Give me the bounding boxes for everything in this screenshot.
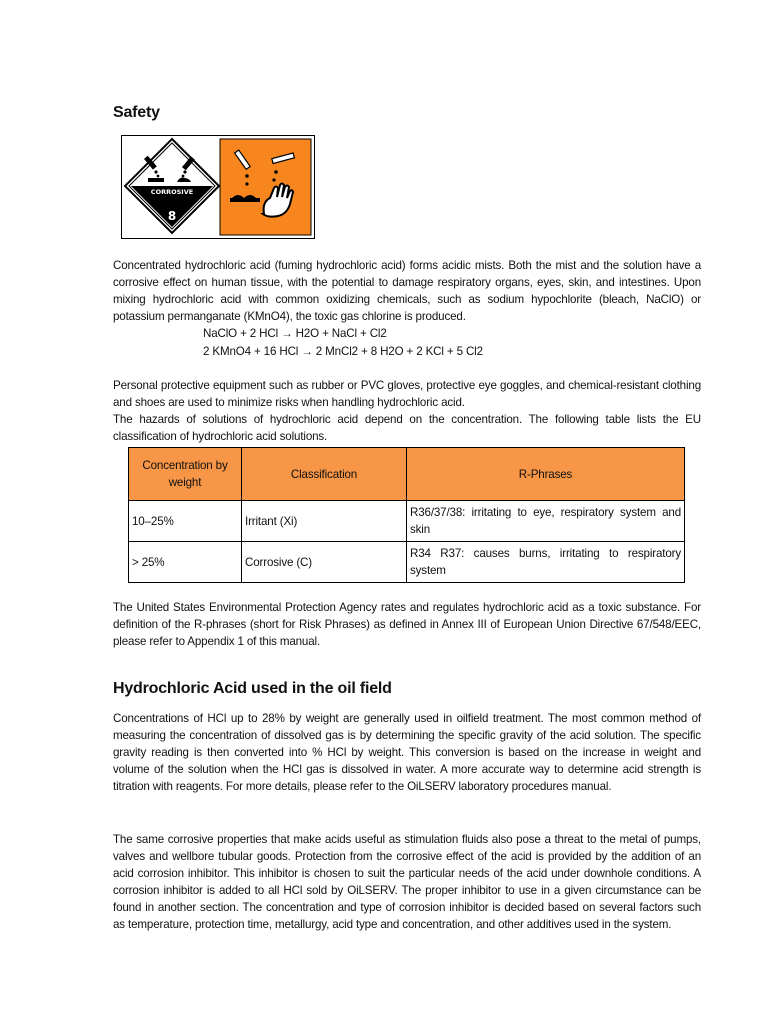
oilfield-heading: Hydrochloric Acid used in the oil field: [113, 680, 392, 697]
safety-heading: Safety: [113, 104, 160, 121]
paragraph-hazards-intro: Concentrated hydrochloric acid (fuming hydrochloric acid) forms acidic mists. Both the mist and the solution have a corrosive effect on human tissue, with the potential to damage respiratory organs, eyes, skin, and intestines. Upon mixing hydrochloric acid with common oxidizing chemicals, such as sodium hypochlorite (bleach, NaClO) or potassium permanganate (KMnO4), the toxic gas chlorine is produced.: [113, 259, 701, 323]
paragraph-epa: The United States Environmental Protection Agency rates and regulates hydrochloric acid as a toxic substance. For definition of the R-phrases (short for Risk Phrases) as defined in Annex III of European Union Directive 67/548/EEC, please refer to Appendix 1 of this manual.: [113, 601, 701, 648]
equation-kmno4: 2 KMnO4 + 16 HCl → 2 MnCl2 + 8 H2O + 2 KCl + 5 Cl2: [203, 345, 483, 358]
paragraph-oilfield-concentration: Concentrations of HCl up to 28% by weight are generally used in oilfield treatment. The most common method of measuring the concentration of dissolved gas is by determining the specific gravity of the acid solution. The specific gravity reading is then converted into % HCl by weight. This conversion is based on the increase in weight and volume of the solution when the HCl gas is dissolved in water. A more accurate way to determine acid strength is titration with reagents. For more details, please refer to the OiLSERV laboratory procedures manual.: [113, 712, 701, 793]
cell-r-phrases: R36/37/38: irritating to eye, respiratory system and skin: [407, 501, 685, 542]
corrosive-diamond-icon: [125, 139, 219, 233]
header-classification: Classification: [242, 448, 407, 501]
cell-r-phrases: R34 R37: causes burns, irritating to respiratory system: [407, 542, 685, 583]
cell-classification: Irritant (Xi): [242, 501, 407, 542]
paragraph-corrosion-inhibitor: The same corrosive properties that make acids useful as stimulation fluids also pose a threat to the metal of pumps, valves and wellbore tubular goods. Protection from the corrosive effect of the acid is provided by the addition of an acid corrosion inhibitor. This inhibitor is chosen to suit the particular needs of the acid under downhole conditions. A corrosion inhibitor is added to all HCl sold by OiLSERV. The proper inhibitor to use in a given circumstance can be found in another section. The concentration and type of corrosion inhibitor is decided based on several factors such as temperature, protection time, metallurgy, acid type and concentration, and other additives used in the system.: [113, 833, 701, 931]
cell-concentration: > 25%: [129, 542, 242, 583]
cell-concentration: 10–25%: [129, 501, 242, 542]
header-r-phrases: R-Phrases: [407, 448, 685, 501]
paragraph-hazards-concentration: The hazards of solutions of hydrochloric acid depend on the concentration. The following table lists the EU classification of hydrochloric acid solutions.: [113, 413, 701, 443]
table-row: [129, 501, 685, 542]
eu-classification-table: [128, 447, 685, 583]
svg-text:CORROSIVE: CORROSIVE: [150, 188, 194, 196]
svg-text:8: 8: [167, 209, 177, 223]
table-row: [129, 542, 685, 583]
table-header-row: [129, 448, 685, 501]
header-concentration: Concentration by weight: [129, 448, 242, 501]
equation-naclo: NaClO + 2 HCl → H2O + NaCl + Cl2: [203, 327, 387, 340]
corrosive-hand-icon: [220, 139, 311, 235]
cell-classification: Corrosive (C): [242, 542, 407, 583]
paragraph-ppe: Personal protective equipment such as rubber or PVC gloves, protective eye goggles, and chemical-resistant clothing and shoes are used to minimize risks when handling hydrochloric acid.: [113, 379, 701, 409]
hazard-pictograms: [121, 135, 315, 239]
